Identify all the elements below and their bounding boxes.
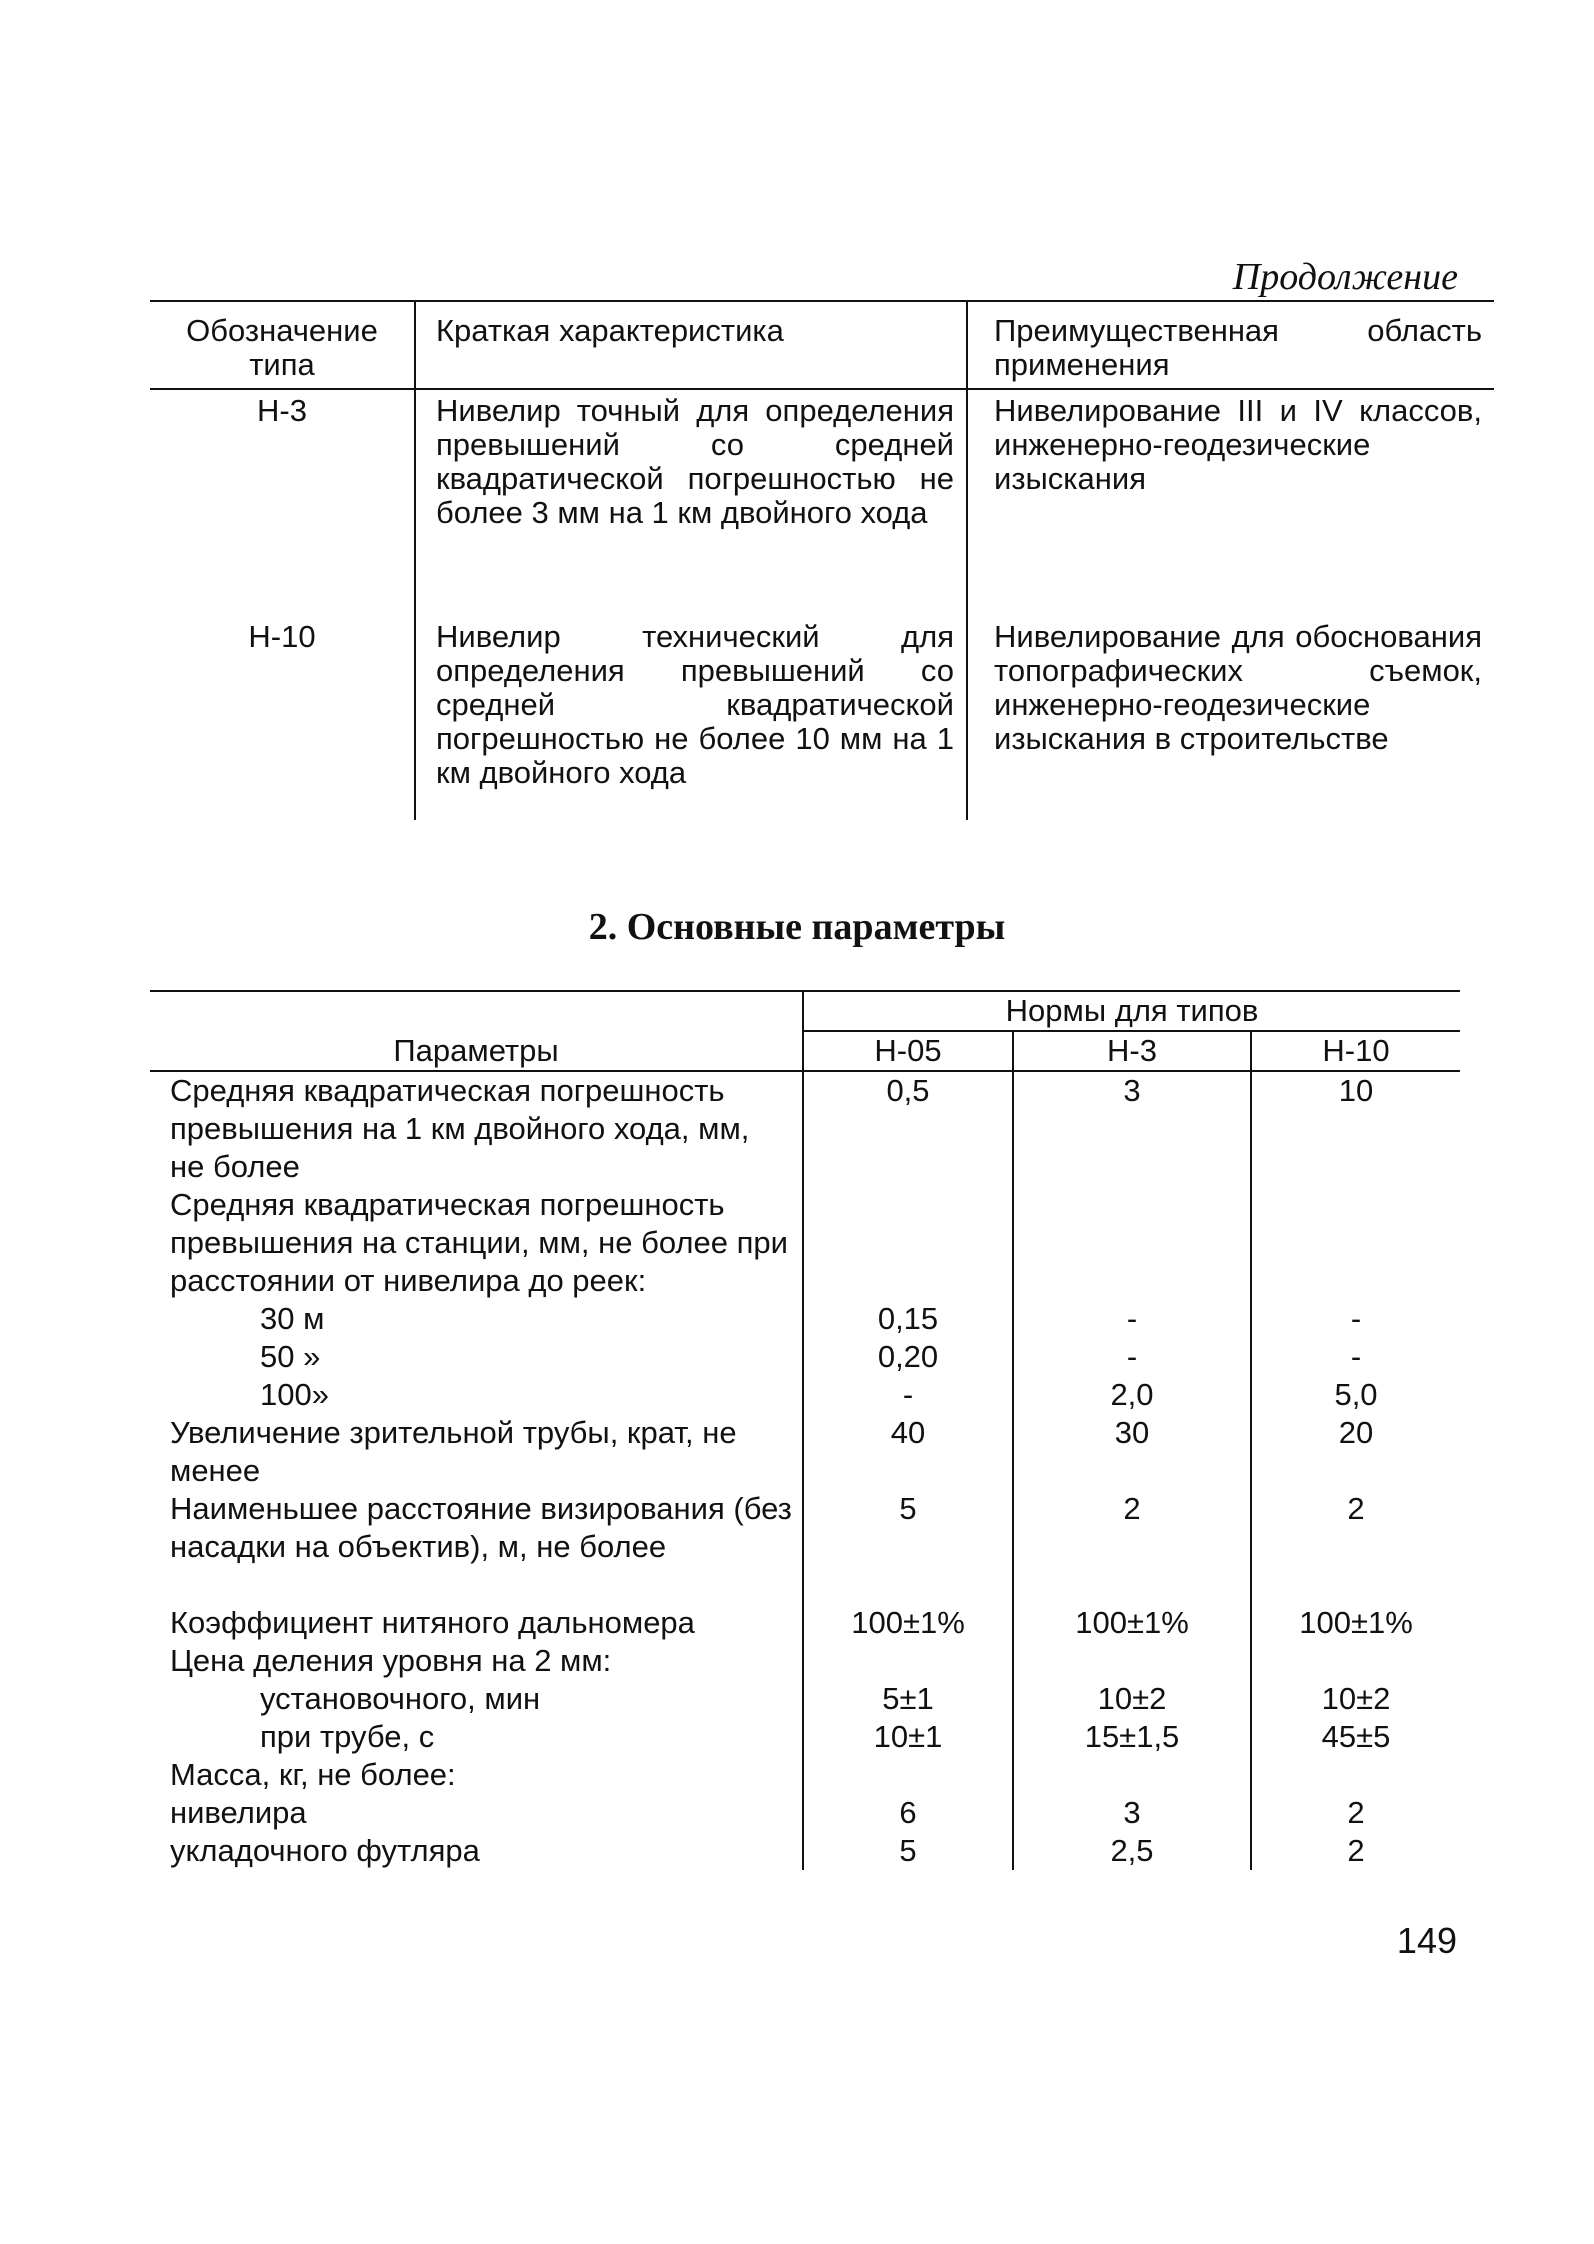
table-row: [150, 1071, 1460, 1186]
header-type-h05: Н-05: [803, 1031, 1013, 1071]
header-description: Краткая характеристика: [415, 301, 967, 389]
value-cell: [1251, 1756, 1460, 1794]
table-row: [150, 1756, 1460, 1794]
value-cell: -: [1013, 1300, 1251, 1338]
description-cell: Нивелир точный для определения превышений со средней квадратической погрешностью не более 3 мм на 1 км двойного хода: [415, 389, 967, 612]
table-row: [150, 1338, 1460, 1376]
value-cell: 2: [1251, 1832, 1460, 1870]
value-cell: 10: [1251, 1071, 1460, 1186]
parameters-table: [150, 990, 1460, 1870]
header-type-h10: Н-10: [1251, 1031, 1460, 1071]
value-cell: 15±1,5: [1013, 1718, 1251, 1756]
header-type-h3: Н-3: [1013, 1031, 1251, 1071]
parameter-cell: 50 »: [260, 1339, 321, 1374]
application-cell: Нивелирование III и IV классов, инженерно-геодезические изыскания: [967, 389, 1494, 612]
table-row: [150, 1642, 1460, 1680]
value-cell: [1013, 1756, 1251, 1794]
value-cell: 6: [803, 1794, 1013, 1832]
value-cell: 100±1%: [1013, 1604, 1251, 1642]
parameter-cell: Увеличение зрительной трубы, крат, не менее: [170, 1415, 737, 1488]
value-cell: [1251, 1186, 1460, 1300]
value-cell: -: [1013, 1338, 1251, 1376]
table-row: [150, 1604, 1460, 1642]
table-row: [150, 1832, 1460, 1870]
value-cell: 2: [1013, 1490, 1251, 1604]
table-row: [150, 1490, 1460, 1604]
parameter-cell: Цена деления уровня на 2 мм:: [170, 1643, 612, 1678]
table-row: [150, 1680, 1460, 1718]
value-cell: 2: [1251, 1794, 1460, 1832]
table-row: [150, 1718, 1460, 1756]
value-cell: 100±1%: [1251, 1604, 1460, 1642]
table-header-row: [150, 301, 1494, 389]
value-cell: 0,20: [803, 1338, 1013, 1376]
value-cell: 10±1: [803, 1718, 1013, 1756]
parameter-cell: при трубе, с: [260, 1719, 435, 1754]
parameter-cell: Масса, кг, не более:: [170, 1757, 456, 1792]
parameter-cell: Средняя квадратическая погрешность превышения на станции, мм, не более при расстоянии от нивелира до реек:: [170, 1187, 788, 1298]
table-header-row: [150, 991, 1460, 1031]
section-title: 2. Основные параметры: [588, 906, 1006, 948]
value-cell: 2: [1251, 1490, 1460, 1604]
parameter-cell: 100»: [260, 1377, 329, 1412]
value-cell: [803, 1756, 1013, 1794]
parameter-cell: установочного, мин: [260, 1681, 541, 1716]
value-cell: [1013, 1186, 1251, 1300]
value-cell: [1251, 1642, 1460, 1680]
parameter-cell: Средняя квадратическая погрешность превышения на 1 км двойного хода, мм, не более: [170, 1073, 750, 1184]
value-cell: 0,15: [803, 1300, 1013, 1338]
value-cell: 10±2: [1013, 1680, 1251, 1718]
table-row: [150, 612, 1494, 820]
description-cell: Нивелир технический для определения превышений со средней квадратической погрешностью не более 10 мм на 1 км двойного хода: [415, 612, 967, 820]
type-cell: Н-10: [248, 619, 316, 654]
application-cell: Нивелирование для обоснования топографических съемок, инженерно-геодезические изыскания в строительстве: [967, 612, 1494, 820]
table-row: [150, 1794, 1460, 1832]
value-cell: -: [1251, 1338, 1460, 1376]
parameter-cell: нивелира: [170, 1795, 307, 1830]
parameter-cell: 30 м: [260, 1301, 325, 1336]
value-cell: 20: [1251, 1414, 1460, 1490]
value-cell: 5: [803, 1490, 1013, 1604]
value-cell: [803, 1642, 1013, 1680]
table-row: [150, 1186, 1460, 1300]
value-cell: [803, 1186, 1013, 1300]
parameter-cell: укладочного футляра: [170, 1833, 480, 1868]
value-cell: 5,0: [1251, 1376, 1460, 1414]
value-cell: 40: [803, 1414, 1013, 1490]
value-cell: -: [803, 1376, 1013, 1414]
type-cell: Н-3: [257, 393, 307, 428]
header-application: Преимущественная область применения: [967, 301, 1494, 389]
value-cell: -: [1251, 1300, 1460, 1338]
page-number: 149: [1396, 1920, 1457, 1961]
header-type: Обозначение типа: [150, 301, 415, 389]
header-parameters: Параметры: [150, 991, 803, 1071]
table-row: [150, 1414, 1460, 1490]
header-norms: Нормы для типов: [803, 991, 1460, 1031]
value-cell: 100±1%: [803, 1604, 1013, 1642]
value-cell: 0,5: [803, 1071, 1013, 1186]
table-row: [150, 1376, 1460, 1414]
continuation-label: Продолжение: [1232, 256, 1458, 298]
instrument-types-table: [150, 300, 1494, 820]
value-cell: 2,0: [1013, 1376, 1251, 1414]
value-cell: 2,5: [1013, 1832, 1251, 1870]
value-cell: 10±2: [1251, 1680, 1460, 1718]
table-row: [150, 1300, 1460, 1338]
value-cell: [1013, 1642, 1251, 1680]
value-cell: 30: [1013, 1414, 1251, 1490]
value-cell: 45±5: [1251, 1718, 1460, 1756]
parameter-cell: Наименьшее расстояние визирования (без насадки на объектив), м, не более: [170, 1491, 792, 1564]
value-cell: 3: [1013, 1794, 1251, 1832]
value-cell: 3: [1013, 1071, 1251, 1186]
parameter-cell: Коэффициент нитяного дальномера: [170, 1605, 695, 1640]
parameters-table-body: [150, 1071, 1460, 1870]
value-cell: 5±1: [803, 1680, 1013, 1718]
value-cell: 5: [803, 1832, 1013, 1870]
table-row: [150, 389, 1494, 612]
